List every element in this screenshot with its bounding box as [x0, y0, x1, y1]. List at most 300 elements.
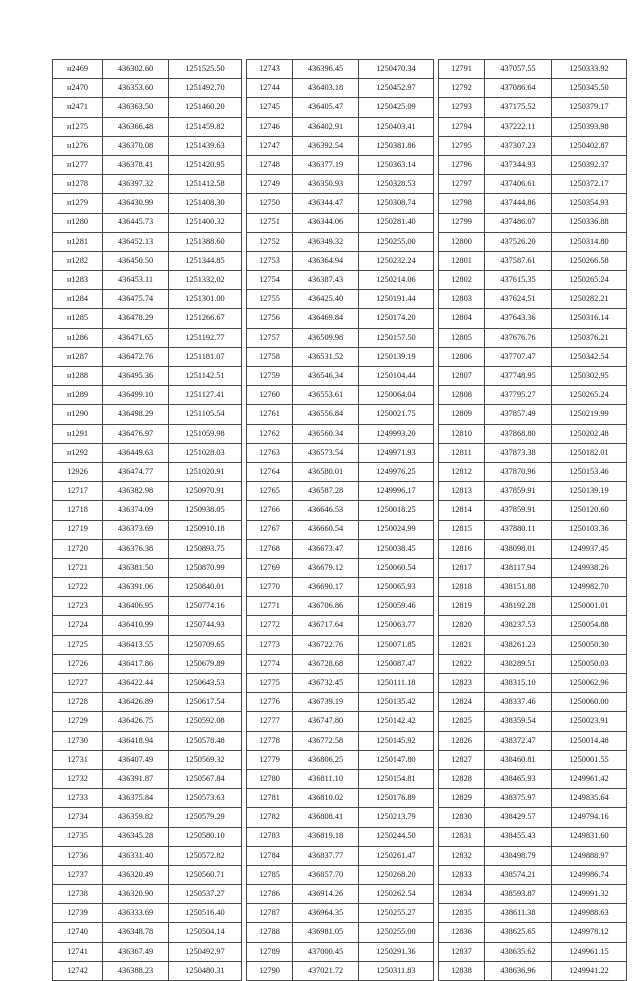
x-coordinate-cell: 436376.38 [103, 539, 169, 558]
y-coordinate-cell: 1250062.96 [552, 674, 627, 693]
y-coordinate-cell: 1250024.99 [359, 520, 434, 539]
y-coordinate-cell: 1249794.16 [552, 808, 627, 827]
point-id-cell: 12733 [53, 789, 103, 808]
y-coordinate-cell: 1250302.95 [552, 367, 627, 386]
point-id-cell: н1283 [53, 271, 103, 290]
x-coordinate-cell: 438611.38 [485, 904, 552, 923]
point-id-cell: 12825 [439, 712, 485, 731]
table-row [53, 194, 627, 213]
table-row [53, 846, 627, 865]
y-coordinate-cell: 1249941.22 [552, 961, 627, 980]
y-coordinate-cell: 1250679.89 [169, 654, 242, 673]
y-coordinate-cell: 1250021.75 [359, 405, 434, 424]
point-id-cell: 12753 [247, 251, 293, 270]
y-coordinate-cell: 1250333.92 [552, 60, 627, 79]
y-coordinate-cell: 1250345.50 [552, 79, 627, 98]
point-id-cell: 12724 [53, 616, 103, 635]
point-id-cell: 12722 [53, 578, 103, 597]
point-id-cell: 12794 [439, 117, 485, 136]
x-coordinate-cell: 436553.61 [293, 386, 359, 405]
point-id-cell: 12788 [247, 923, 293, 942]
point-id-cell: 12749 [247, 175, 293, 194]
point-id-cell: 12764 [247, 462, 293, 481]
x-coordinate-cell: 438289.51 [485, 654, 552, 673]
point-id-cell: 12783 [247, 827, 293, 846]
table-row [53, 942, 627, 961]
x-coordinate-cell: 436413.55 [103, 635, 169, 654]
point-id-cell: 12802 [439, 271, 485, 290]
y-coordinate-cell: 1249991.32 [552, 885, 627, 904]
x-coordinate-cell: 437795.27 [485, 386, 552, 405]
y-coordinate-cell: 1250255.00 [359, 923, 434, 942]
y-coordinate-cell: 1250050.03 [552, 654, 627, 673]
x-coordinate-cell: 437859.91 [485, 482, 552, 501]
table-row [53, 117, 627, 136]
x-coordinate-cell: 437707.47 [485, 347, 552, 366]
x-coordinate-cell: 436806.25 [293, 750, 359, 769]
y-coordinate-cell: 1250202.48 [552, 424, 627, 443]
y-coordinate-cell: 1250120.60 [552, 501, 627, 520]
y-coordinate-cell: 1251344.85 [169, 251, 242, 270]
table-row [53, 290, 627, 309]
x-coordinate-cell: 436375.84 [103, 789, 169, 808]
point-id-cell: н1275 [53, 117, 103, 136]
y-coordinate-cell: 1250567.84 [169, 769, 242, 788]
point-id-cell: 12765 [247, 482, 293, 501]
y-coordinate-cell: 1250311.83 [359, 961, 434, 980]
y-coordinate-cell: 1250516.40 [169, 904, 242, 923]
point-id-cell: 12800 [439, 232, 485, 251]
x-coordinate-cell: 436333.69 [103, 904, 169, 923]
x-coordinate-cell: 436772.58 [293, 731, 359, 750]
y-coordinate-cell: 1250308.74 [359, 194, 434, 213]
y-coordinate-cell: 1250219.99 [552, 405, 627, 424]
point-id-cell: 12823 [439, 674, 485, 693]
table-row [53, 271, 627, 290]
table-row [53, 232, 627, 251]
y-coordinate-cell: 1251492.70 [169, 79, 242, 98]
x-coordinate-cell: 438375.97 [485, 789, 552, 808]
y-coordinate-cell: 1250379.17 [552, 98, 627, 117]
point-id-cell: н1278 [53, 175, 103, 194]
y-coordinate-cell: 1251301.00 [169, 290, 242, 309]
point-id-cell: 12720 [53, 539, 103, 558]
x-coordinate-cell: 437676.76 [485, 328, 552, 347]
y-coordinate-cell: 1250059.46 [359, 597, 434, 616]
x-coordinate-cell: 438625.65 [485, 923, 552, 942]
point-id-cell: 12798 [439, 194, 485, 213]
x-coordinate-cell: 436739.19 [293, 693, 359, 712]
x-coordinate-cell: 436397.32 [103, 175, 169, 194]
y-coordinate-cell: 1250578.48 [169, 731, 242, 750]
point-id-cell: 12810 [439, 424, 485, 443]
point-id-cell: 12828 [439, 769, 485, 788]
y-coordinate-cell: 1250617.54 [169, 693, 242, 712]
point-id-cell: 12786 [247, 885, 293, 904]
point-id-cell: 12735 [53, 827, 103, 846]
x-coordinate-cell: 436410.99 [103, 616, 169, 635]
y-coordinate-cell: 1249978.12 [552, 923, 627, 942]
point-id-cell: 12832 [439, 846, 485, 865]
table-row [53, 674, 627, 693]
point-id-cell: 12781 [247, 789, 293, 808]
point-id-cell: 12751 [247, 213, 293, 232]
x-coordinate-cell: 438429.57 [485, 808, 552, 827]
x-coordinate-cell: 436344.06 [293, 213, 359, 232]
table-row [53, 827, 627, 846]
x-coordinate-cell: 438455.43 [485, 827, 552, 846]
y-coordinate-cell: 1251059.98 [169, 424, 242, 443]
y-coordinate-cell: 1250314.80 [552, 232, 627, 251]
y-coordinate-cell: 1250268.20 [359, 865, 434, 884]
x-coordinate-cell: 438261.23 [485, 635, 552, 654]
y-coordinate-cell: 1249888.97 [552, 846, 627, 865]
table-row [53, 98, 627, 117]
x-coordinate-cell: 436679.12 [293, 558, 359, 577]
x-coordinate-cell: 436449.63 [103, 443, 169, 462]
table-row [53, 367, 627, 386]
x-coordinate-cell: 436353.60 [103, 79, 169, 98]
x-coordinate-cell: 438098.01 [485, 539, 552, 558]
y-coordinate-cell: 1249831.60 [552, 827, 627, 846]
point-id-cell: 12807 [439, 367, 485, 386]
y-coordinate-cell: 1250145.92 [359, 731, 434, 750]
x-coordinate-cell: 436495.36 [103, 367, 169, 386]
y-coordinate-cell: 1249937.45 [552, 539, 627, 558]
point-id-cell: 12746 [247, 117, 293, 136]
point-id-cell: 12719 [53, 520, 103, 539]
x-coordinate-cell: 437057.55 [485, 60, 552, 79]
y-coordinate-cell: 1250071.85 [359, 635, 434, 654]
table-row [53, 885, 627, 904]
x-coordinate-cell: 436367.49 [103, 942, 169, 961]
point-id-cell: 12768 [247, 539, 293, 558]
x-coordinate-cell: 437870.96 [485, 462, 552, 481]
y-coordinate-cell: 1249976.25 [359, 462, 434, 481]
x-coordinate-cell: 436430.99 [103, 194, 169, 213]
y-coordinate-cell: 1250147.80 [359, 750, 434, 769]
x-coordinate-cell: 436499.10 [103, 386, 169, 405]
point-id-cell: 12926 [53, 462, 103, 481]
x-coordinate-cell: 436378.41 [103, 155, 169, 174]
x-coordinate-cell: 436344.47 [293, 194, 359, 213]
y-coordinate-cell: 1250174.20 [359, 309, 434, 328]
x-coordinate-cell: 437587.61 [485, 251, 552, 270]
point-id-cell: 12806 [439, 347, 485, 366]
x-coordinate-cell: 436445.73 [103, 213, 169, 232]
x-coordinate-cell: 436417.86 [103, 654, 169, 673]
point-id-cell: 12777 [247, 712, 293, 731]
x-coordinate-cell: 436808.41 [293, 808, 359, 827]
table-row [53, 558, 627, 577]
x-coordinate-cell: 436471.65 [103, 328, 169, 347]
point-id-cell: н1290 [53, 405, 103, 424]
y-coordinate-cell: 1250970.91 [169, 482, 242, 501]
y-coordinate-cell: 1250592.08 [169, 712, 242, 731]
point-id-cell: 12836 [439, 923, 485, 942]
point-id-cell: 12758 [247, 347, 293, 366]
x-coordinate-cell: 436302.60 [103, 60, 169, 79]
y-coordinate-cell: 1249996.17 [359, 482, 434, 501]
y-coordinate-cell: 1250336.88 [552, 213, 627, 232]
x-coordinate-cell: 436426.75 [103, 712, 169, 731]
y-coordinate-cell: 1250214.06 [359, 271, 434, 290]
x-coordinate-cell: 438593.87 [485, 885, 552, 904]
point-id-cell: 12829 [439, 789, 485, 808]
y-coordinate-cell: 1250744.93 [169, 616, 242, 635]
y-coordinate-cell: 1250580.10 [169, 827, 242, 846]
x-coordinate-cell: 437880.11 [485, 520, 552, 539]
x-coordinate-cell: 436810.02 [293, 789, 359, 808]
table-row [53, 347, 627, 366]
x-coordinate-cell: 436396.45 [293, 60, 359, 79]
x-coordinate-cell: 438151.88 [485, 578, 552, 597]
point-id-cell: 12780 [247, 769, 293, 788]
table-row [53, 309, 627, 328]
table-row [53, 731, 627, 750]
y-coordinate-cell: 1250265.24 [552, 271, 627, 290]
x-coordinate-cell: 436837.77 [293, 846, 359, 865]
y-coordinate-cell: 1250403.41 [359, 117, 434, 136]
x-coordinate-cell: 437615.35 [485, 271, 552, 290]
x-coordinate-cell: 437868.80 [485, 424, 552, 443]
point-id-cell: н2471 [53, 98, 103, 117]
x-coordinate-cell: 436382.98 [103, 482, 169, 501]
x-coordinate-cell: 438315.10 [485, 674, 552, 693]
point-id-cell: 12797 [439, 175, 485, 194]
x-coordinate-cell: 436381.50 [103, 558, 169, 577]
y-coordinate-cell: 1249982.70 [552, 578, 627, 597]
x-coordinate-cell: 436556.84 [293, 405, 359, 424]
y-coordinate-cell: 1251127.41 [169, 386, 242, 405]
table-row [53, 693, 627, 712]
x-coordinate-cell: 436472.76 [103, 347, 169, 366]
y-coordinate-cell: 1250282.21 [552, 290, 627, 309]
point-id-cell: н1286 [53, 328, 103, 347]
y-coordinate-cell: 1250342.54 [552, 347, 627, 366]
x-coordinate-cell: 436498.29 [103, 405, 169, 424]
point-id-cell: 12734 [53, 808, 103, 827]
point-id-cell: 12759 [247, 367, 293, 386]
point-id-cell: 12795 [439, 136, 485, 155]
y-coordinate-cell: 1250063.77 [359, 616, 434, 635]
y-coordinate-cell: 1251439.63 [169, 136, 242, 155]
point-id-cell: 12813 [439, 482, 485, 501]
point-id-cell: 12838 [439, 961, 485, 980]
y-coordinate-cell: 1250392.37 [552, 155, 627, 174]
y-coordinate-cell: 1251105.54 [169, 405, 242, 424]
x-coordinate-cell: 437857.49 [485, 405, 552, 424]
x-coordinate-cell: 436320.49 [103, 865, 169, 884]
y-coordinate-cell: 1250087.47 [359, 654, 434, 673]
x-coordinate-cell: 436573.54 [293, 443, 359, 462]
y-coordinate-cell: 1249993.20 [359, 424, 434, 443]
point-id-cell: н1291 [53, 424, 103, 443]
table-row [53, 251, 627, 270]
y-coordinate-cell: 1250893.75 [169, 539, 242, 558]
y-coordinate-cell: 1250001.01 [552, 597, 627, 616]
point-id-cell: 12830 [439, 808, 485, 827]
x-coordinate-cell: 437873.38 [485, 443, 552, 462]
x-coordinate-cell: 436345.28 [103, 827, 169, 846]
point-id-cell: 12736 [53, 846, 103, 865]
y-coordinate-cell: 1250569.32 [169, 750, 242, 769]
y-coordinate-cell: 1250381.86 [359, 136, 434, 155]
y-coordinate-cell: 1250372.17 [552, 175, 627, 194]
y-coordinate-cell: 1250255.27 [359, 904, 434, 923]
y-coordinate-cell: 1250244.50 [359, 827, 434, 846]
point-id-cell: н1287 [53, 347, 103, 366]
y-coordinate-cell: 1250316.14 [552, 309, 627, 328]
point-id-cell: 12721 [53, 558, 103, 577]
table-row [53, 155, 627, 174]
y-coordinate-cell: 1250709.65 [169, 635, 242, 654]
y-coordinate-cell: 1249835.64 [552, 789, 627, 808]
table-row [53, 501, 627, 520]
point-id-cell: 12732 [53, 769, 103, 788]
y-coordinate-cell: 1250104.44 [359, 367, 434, 386]
x-coordinate-cell: 436418.94 [103, 731, 169, 750]
point-id-cell: 12809 [439, 405, 485, 424]
y-coordinate-cell: 1250938.05 [169, 501, 242, 520]
point-id-cell: 12808 [439, 386, 485, 405]
y-coordinate-cell: 1250492.97 [169, 942, 242, 961]
x-coordinate-cell: 436587.28 [293, 482, 359, 501]
point-id-cell: 12739 [53, 904, 103, 923]
x-coordinate-cell: 436363.50 [103, 98, 169, 117]
x-coordinate-cell: 438635.62 [485, 942, 552, 961]
point-id-cell: 12816 [439, 539, 485, 558]
point-id-cell: 12761 [247, 405, 293, 424]
table-row [53, 136, 627, 155]
y-coordinate-cell: 1250023.91 [552, 712, 627, 731]
x-coordinate-cell: 436509.98 [293, 328, 359, 347]
y-coordinate-cell: 1251142.51 [169, 367, 242, 386]
y-coordinate-cell: 1250281.40 [359, 213, 434, 232]
point-id-cell: 12819 [439, 597, 485, 616]
table-row [53, 654, 627, 673]
table-row [53, 462, 627, 481]
point-id-cell: 12827 [439, 750, 485, 769]
point-id-cell: 12775 [247, 674, 293, 693]
y-coordinate-cell: 1250328.53 [359, 175, 434, 194]
point-id-cell: 12767 [247, 520, 293, 539]
x-coordinate-cell: 438117.94 [485, 558, 552, 577]
table-row [53, 597, 627, 616]
x-coordinate-cell: 436717.64 [293, 616, 359, 635]
x-coordinate-cell: 436914.26 [293, 885, 359, 904]
y-coordinate-cell: 1251192.77 [169, 328, 242, 347]
y-coordinate-cell: 1250560.71 [169, 865, 242, 884]
point-id-cell: 12784 [247, 846, 293, 865]
y-coordinate-cell: 1250111.18 [359, 674, 434, 693]
y-coordinate-cell: 1250402.87 [552, 136, 627, 155]
table-row [53, 961, 627, 980]
y-coordinate-cell: 1250038.45 [359, 539, 434, 558]
table-row [53, 635, 627, 654]
y-coordinate-cell: 1250135.42 [359, 693, 434, 712]
point-id-cell: 12793 [439, 98, 485, 117]
x-coordinate-cell: 438636.96 [485, 961, 552, 980]
x-coordinate-cell: 436425.40 [293, 290, 359, 309]
point-id-cell: н1277 [53, 155, 103, 174]
y-coordinate-cell: 1251460.20 [169, 98, 242, 117]
point-id-cell: 12826 [439, 731, 485, 750]
x-coordinate-cell: 437643.36 [485, 309, 552, 328]
y-coordinate-cell: 1250579.29 [169, 808, 242, 827]
point-id-cell: н1288 [53, 367, 103, 386]
table-row [53, 539, 627, 558]
y-coordinate-cell: 1250265.24 [552, 386, 627, 405]
table-row [53, 904, 627, 923]
point-id-cell: 12757 [247, 328, 293, 347]
y-coordinate-cell: 1251388.60 [169, 232, 242, 251]
y-coordinate-cell: 1249971.93 [359, 443, 434, 462]
point-id-cell: 12740 [53, 923, 103, 942]
x-coordinate-cell: 436646.53 [293, 501, 359, 520]
x-coordinate-cell: 437021.72 [293, 961, 359, 980]
point-id-cell: 12731 [53, 750, 103, 769]
point-id-cell: 12730 [53, 731, 103, 750]
y-coordinate-cell: 1250255.00 [359, 232, 434, 251]
y-coordinate-cell: 1251420.95 [169, 155, 242, 174]
point-id-cell: 12820 [439, 616, 485, 635]
table-row [53, 405, 627, 424]
table-row [53, 616, 627, 635]
x-coordinate-cell: 436531.52 [293, 347, 359, 366]
y-coordinate-cell: 1250480.31 [169, 961, 242, 980]
y-coordinate-cell: 1251408.30 [169, 194, 242, 213]
x-coordinate-cell: 437748.95 [485, 367, 552, 386]
point-id-cell: 12755 [247, 290, 293, 309]
x-coordinate-cell: 437624.51 [485, 290, 552, 309]
point-id-cell: 12817 [439, 558, 485, 577]
y-coordinate-cell: 1250910.18 [169, 520, 242, 539]
point-id-cell: 12796 [439, 155, 485, 174]
x-coordinate-cell: 436359.82 [103, 808, 169, 827]
point-id-cell: 12776 [247, 693, 293, 712]
x-coordinate-cell: 437344.93 [485, 155, 552, 174]
y-coordinate-cell: 1251459.82 [169, 117, 242, 136]
table-row [53, 923, 627, 942]
table-row [53, 520, 627, 539]
y-coordinate-cell: 1250157.50 [359, 328, 434, 347]
x-coordinate-cell: 436320.90 [103, 885, 169, 904]
point-id-cell: 12818 [439, 578, 485, 597]
point-id-cell: н1281 [53, 232, 103, 251]
x-coordinate-cell: 437406.61 [485, 175, 552, 194]
point-id-cell: 12805 [439, 328, 485, 347]
point-id-cell: 12811 [439, 443, 485, 462]
table-row [53, 808, 627, 827]
x-coordinate-cell: 436981.05 [293, 923, 359, 942]
y-coordinate-cell: 1250182.01 [552, 443, 627, 462]
point-id-cell: 12774 [247, 654, 293, 673]
x-coordinate-cell: 438337.46 [485, 693, 552, 712]
y-coordinate-cell: 1250001.55 [552, 750, 627, 769]
point-id-cell: 12778 [247, 731, 293, 750]
y-coordinate-cell: 1250153.46 [552, 462, 627, 481]
point-id-cell: н1289 [53, 386, 103, 405]
point-id-cell: 12773 [247, 635, 293, 654]
y-coordinate-cell: 1250064.04 [359, 386, 434, 405]
x-coordinate-cell: 437175.52 [485, 98, 552, 117]
point-id-cell: н2469 [53, 60, 103, 79]
x-coordinate-cell: 436706.86 [293, 597, 359, 616]
y-coordinate-cell: 1250870.99 [169, 558, 242, 577]
x-coordinate-cell: 436391.06 [103, 578, 169, 597]
x-coordinate-cell: 436364.94 [293, 251, 359, 270]
